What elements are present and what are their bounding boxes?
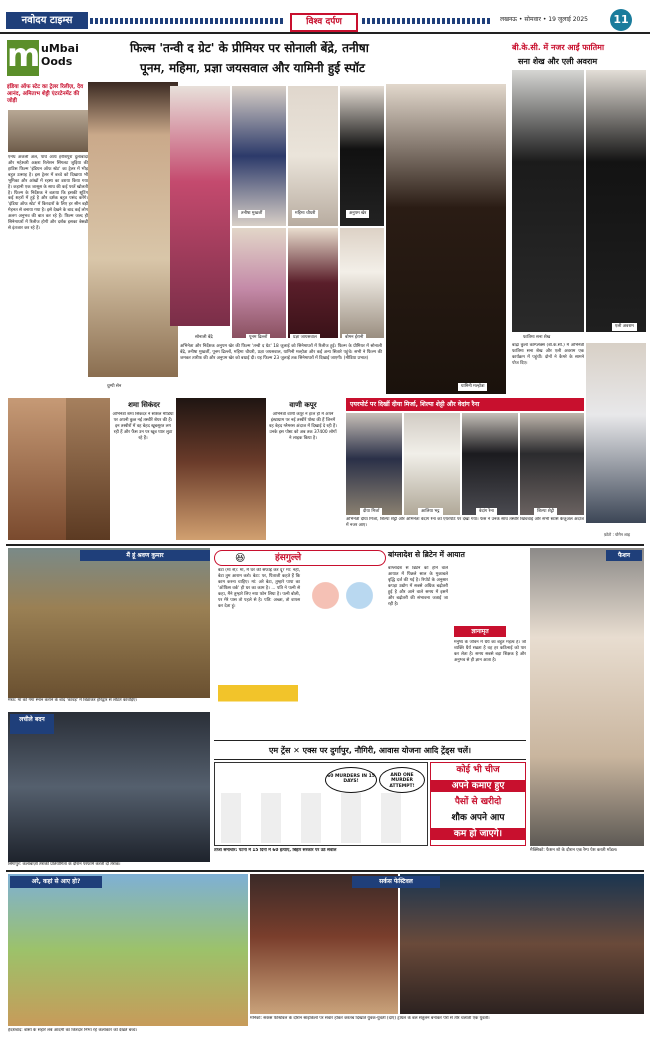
trains-headline: एम ट्रेंस ✕ एक्स पर दुर्गापुर, नौगिरी, आवास योजना आदि ट्रेंड्स चलें।	[214, 740, 526, 760]
stilts-caption: हैदराबाद: बांसों के सहारे लंबे आदमी का किरदार निभा रहे कलाकार को देखते बच्चे।	[8, 1028, 138, 1033]
bkc-headline-1: बी.के.सी. में नजर आईं फातिमा	[512, 42, 605, 52]
quote-line-5: कम हो जाएगे।	[430, 828, 526, 840]
photo-vedang	[462, 413, 518, 515]
airport-body: अभिनेत्री दीया मिर्जा, शिल्पा शेट्टी और अभिनेता वेदांग रैना को एयरपोर्ट पर देखा गया। फैंस ने उनके साथ तस्वीरें खिंचवाईं और सभी स्टार्स कैज़ुअल अंदाज में नजर आए।	[346, 517, 584, 528]
caption-dhumpi: धुम्पी सेन	[104, 383, 124, 391]
cartoon-bubble-2: AND ONE MURDER ATTEMPT!	[379, 767, 425, 793]
cartoon-figures	[221, 793, 421, 843]
caption-alia: आलिया भट्ट	[418, 508, 443, 516]
gyan-body: मनुष्य के जीवन में धैर्य का बहुत महत्व है। जो व्यक्ति धैर्य रखता है वह हर कठिनाई को पार कर लेता है। समय सबसे बड़ा शिक्षक है और अनुभव से ही ज्ञान आता है।	[454, 640, 526, 663]
shravan-tag: मैं हूं श्रवण कुमार	[80, 550, 210, 561]
caption-fatima: फातिमा सना शेख	[520, 334, 553, 342]
photo-flexible	[8, 712, 210, 862]
imports-headline: बांग्लादेश से ब्रिटेन में आयात	[388, 550, 465, 559]
flexible-caption: सिंगापुर: कलाबाज़ी तैराकी प्रतियोगिता के दौरान परफॉर्म करतीं दो तैराक।	[8, 862, 121, 867]
caption-dia: दीया मिर्जा	[360, 508, 382, 516]
imports-body-more	[388, 618, 450, 736]
caption-pragya: प्रज्ञा जायसवाल	[290, 334, 320, 342]
photo-poonam	[170, 86, 230, 326]
bkc-headline-2: सना शेख और एली अवराम	[518, 56, 598, 66]
quote-line-1: कोई भी चीज	[456, 765, 500, 775]
photo-elli	[586, 70, 646, 332]
hasgulle-title: हंसगुल्ले	[275, 553, 302, 563]
laugh-icon: 😆	[235, 553, 246, 564]
quote-line-3: पैसों से खरीदो	[454, 797, 502, 807]
page-header	[0, 0, 650, 34]
cartoon-caption: ताजा समाचार: पटना में 15 दिनों में 60 हत्याएं, बिहार सरकार पर उठे सवाल	[214, 848, 337, 853]
masthead: नवोदय टाइम्स	[6, 12, 88, 29]
photo-elli-street	[586, 343, 646, 523]
logo-moods-text: uMbai Oods	[41, 42, 79, 68]
caption-mahima: महिमा चौधरी	[292, 210, 318, 218]
header-stripe-left	[90, 18, 285, 24]
photo-fatima	[512, 70, 584, 332]
divider-bottom	[6, 870, 644, 872]
caption-anupam: अनुपम खेर	[346, 210, 369, 218]
photo-shilpa	[520, 413, 584, 515]
vani-title: वाणी कपूर	[289, 400, 317, 409]
quote-line-4: शौक अपने आप	[451, 813, 505, 823]
photo-yamini-large	[386, 84, 506, 394]
cartoon-panel	[214, 762, 428, 846]
caption-tanisha: तनीषा मुखर्जी	[238, 210, 265, 218]
section-label: विश्व दर्पण	[290, 13, 358, 32]
photo-circus-2	[400, 874, 644, 1014]
hasgulle-body: बेटा (मां से): मां, मैं घर की सफाई कर दूं? मां: नहीं, बेटा तुम आराम करो। बेटा: पर, पिताजी कहते हैं कि काम करना चाहिए। मां: अरे बेटा, तुम्हारे पापा का 'ऑफिस वर्क' ही घर का काम है। ... पति ने पत्नी से कहा, मैंने तुम्हारे लिए नया फोन लिया है। पत्नी बोली, पर मेरे पास तो पहले से है। पति: अच्छा, तो वापस कर देता हूं।	[218, 568, 300, 609]
airport-headline: एयरपोर्ट पर दिखीं दीया मिर्जा, शिल्पा शेट्टी और वेदांग रैना	[346, 398, 584, 411]
caption-vedang: वेदांग रैना	[476, 508, 497, 516]
shravan-caption: मेरठ: माँ को गंगा स्नान कराने के बाद 'कांवड़' में बिठाकर हरिद्वार से लौटते कांवड़िए।	[8, 698, 138, 703]
photo-alia	[404, 413, 460, 515]
airport-credit: फ़ोटो : योगेन शाह	[604, 532, 631, 537]
photo-sonali-large	[88, 82, 178, 377]
cartoon-bubble-1: 60 MURDERS IN 15 DAYS!	[325, 767, 377, 793]
vani-body: अभिनेत्री वाणी कपूर ने हाल ही में अपने इंस्टाग्राम पर नई तस्वीरें पोस्ट की हैं जिनमें वह बेहद ग्लैमरस अंदाज में दिखाई दे रही हैं। उनके इस पोस्ट को अब तक 37400 लोगों ने लाइक किया है।	[269, 412, 337, 441]
page-date: लखनऊ • सोमवार • 19 जुलाई 2025	[500, 16, 589, 23]
mumbai-moods-logo	[7, 36, 87, 80]
main-headline-2: पूनम, महिमा, प्रज्ञा जयसवाल और यामिनी हुई स्पॉट	[140, 61, 365, 75]
photo-vani	[176, 398, 266, 540]
shama-title: शमा सिकंदर	[128, 400, 160, 409]
photo-boman	[340, 228, 384, 338]
circus-caption: मोनैको: सर्कस फेस्टिवल के दौरान साइकिलों पर सवार होकर करतब दिखाते युवक-युवती (दाएं) ट्रायल के बल संतुलन बनाकर पैरों से तीर चलाती एक युवती।	[250, 1016, 490, 1021]
caption-yamini: यामिनी मल्होत्रा	[458, 383, 487, 391]
photo-mahima	[288, 86, 338, 226]
stilts-tag: अरे, कहां से आए हो?	[10, 876, 102, 888]
caption-elli: एली अवराम	[612, 323, 637, 331]
gyan-title: ज्ञानामृत	[454, 626, 506, 637]
photo-madhurima	[232, 228, 286, 338]
photo-fashion	[530, 548, 644, 846]
photo-dia	[346, 413, 402, 515]
bkc-body: बांद्रा कुर्ला कॉम्प्लेक्स (बी.के.सी.) में अभिनेत्री फातिमा सना शेख और एली अवराम एक कार्यक्रम में पहुंचीं। दोनों ने कैमरे के सामने पोज दिए।	[512, 343, 584, 366]
photo-shravan	[8, 548, 210, 698]
photo-pragya	[288, 228, 338, 338]
divider-mid	[6, 544, 644, 546]
mumbai-photo	[8, 110, 88, 152]
caption-poonam: पूनम ढिल्लों	[246, 334, 270, 342]
flexible-tag: लचीले बदन	[10, 714, 54, 734]
photo-anupam	[340, 86, 384, 226]
main-story-body: अभिनेता और निर्देशक अनुपम खेर की फिल्म 'तन्वी द ग्रेट' 18 जुलाई को सिनेमाघरों में रिलीज हुई। फिल्म के प्रीमियर में सोनाली बेंद्रे, तनीषा मुखर्जी, पूनम ढिल्लों, महिमा चौधरी, प्रज्ञा जयसवाल, यामिनी मल्होत्रा और कई अन्य सितारे पहुंचे। सभी ने फिल्म की जमकर तारीफ की और अनुपम खेर को बधाई दी। यह फिल्म 23 जुलाई तक सिनेमाघरों में दिखाई जाएगी। (मीडिया प्रभात)	[178, 343, 384, 393]
shama-body: अभिनेत्री शमा सिकंदर ने सोशल मीडिया पर अपनी कुछ नई तस्वीरें शेयर की हैं। इन तस्वीरों में वह बेहद खूबसूरत लग रही हैं और फैंस उन पर खूब प्यार लुटा रहे हैं।	[112, 412, 174, 441]
fashion-caption: मैक्सिको: फैशन शो के दौरान एक रैम्प पेश करती मॉडल।	[530, 848, 618, 853]
caption-shilpa: शिल्पा शेट्टी	[534, 508, 557, 516]
logo-m-badge: m	[7, 36, 41, 74]
fashion-tag: फैशन	[606, 550, 642, 561]
imports-body-left: बांग्लादेश से ब्रिटेन को होने वाले आयात में पिछले साल के मुकाबले वृद्धि दर्ज की गई है। रिपोर्ट के अनुसार कपड़ा उद्योग में सबसे अधिक बढ़ोतरी हुई है और आने वाले समय में इसमें और बढ़ोतरी की संभावना जताई जा रही है।	[388, 566, 448, 607]
header-stripe-right	[362, 18, 492, 24]
photo-tanisha	[232, 86, 286, 226]
circus-tag: सर्कस फेस्टिवल	[352, 876, 440, 888]
caption-boman: बोमन ईरानी	[342, 334, 366, 342]
photo-stilts	[8, 874, 248, 1026]
quote-line-2: अपने कमाए हुए	[430, 780, 526, 792]
mumbai-body: एनेथ अंजली अल, पार्थ आर्थ हरीशपुरा दुलाबादा और महेश्वरी अक्षरा रिलेशन सिंगलट जुड़िया की हाटिस फिल्म 'इंडियन ऑफ स्टेट' का ट्रेलर में भीड़ बहुत उत्साह है। इस ट्रेलर में बच्चे को दिखाया भी भूमिका और आंखों में रहस्य का डराया किया गया है। कहानी एक जासूस के साथ की कई परतें खोलती है। फिल्म के निर्देशक ने बताया कि इसकी शूटिंग कई शहरों में हुई है और दर्शक बहुत पसंद करेंगे। 'इंडिया ऑफ स्टेट' में किरदारों के लिए हर सीन बड़ी मेहनत से बनाया गया है। इसे देखने के बाद कई लोग अलग अनुभव की बात कर रहे हैं। फिल्म जल्द ही सिनेमाघरों में रिलीज होगी और दर्शक इसका बेसब्री से इंतजार कर रहे हैं।	[8, 155, 88, 232]
photo-shama-1	[8, 398, 66, 540]
photo-shama-2	[66, 398, 110, 540]
photo-circus-1	[250, 874, 398, 1014]
mumbai-subhead: इंडिया ऑफ स्टेट का ट्रेलर रिलीज़, देव आनंद, अमिताभ शेट्टी एंटरटेनमेंट की जोड़ी	[7, 84, 84, 104]
main-headline-1: फिल्म 'तन्वी द ग्रेट' के प्रीमियर पर सोनाली बेंद्रे, तनीषा	[130, 41, 369, 55]
hasgulle-title-box	[214, 550, 386, 566]
imports-body-right	[452, 566, 506, 626]
caption-sonali: सोनाली बेंद्रे	[192, 334, 216, 342]
page-number: 11	[610, 9, 632, 31]
